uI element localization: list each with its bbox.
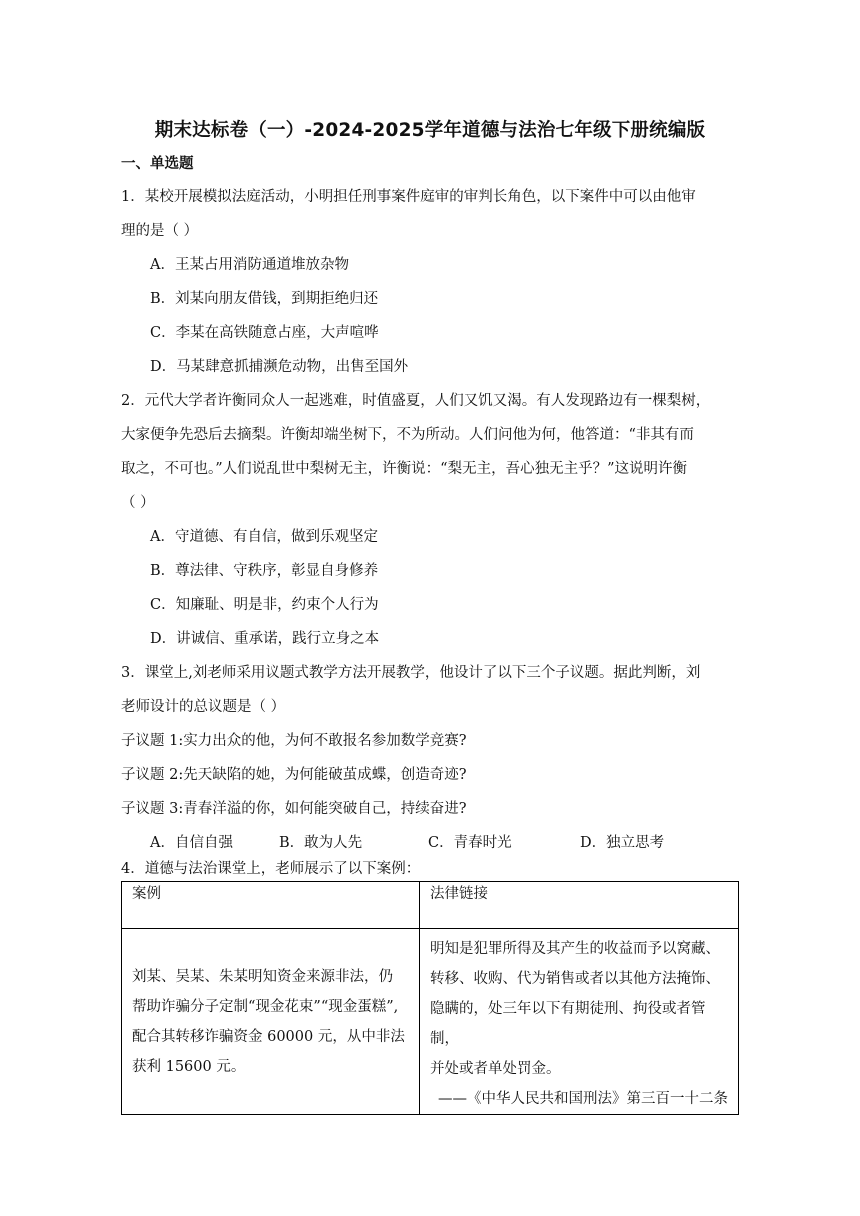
q2-stem-line-4: （ ） <box>121 495 155 511</box>
q3-sub-question-2: 子议题 2:先天缺陷的她，为何能破茧成蝶，创造奇迹? <box>121 767 467 783</box>
q2-option-a: A．守道德、有自信，做到乐观坚定 <box>150 529 378 545</box>
case-line-2: 帮助诈骗分子定制“现金花束”“现金蛋糕”, <box>132 998 399 1015</box>
law-link-column-header: 法律链接 <box>420 882 739 929</box>
q3-sub-question-1: 子议题 1:实力出众的他，为何不敢报名参加数学竞赛? <box>121 733 467 749</box>
page-title: 期末达标卷（一）-2024-2025学年道德与法治七年级下册统编版 <box>154 120 706 141</box>
law-line-1: 明知是犯罪所得及其产生的收益而予以窝藏、 <box>430 941 720 957</box>
q3-stem-line-2: 老师设计的总议题是（ ） <box>121 699 286 715</box>
q3-option-b: B．敢为人先 <box>279 835 363 851</box>
q3-option-c: C．青春时光 <box>428 835 512 851</box>
case-table-row <box>122 929 739 1115</box>
q1-option-c: C．李某在高铁随意占座，大声喧哗 <box>150 325 379 341</box>
q1-stem-line-2: 理的是（ ） <box>121 223 199 239</box>
case-line-1: 刘某、吴某、朱某明知资金来源非法，仍 <box>132 968 393 985</box>
q1-stem-line-1: 1．某校开展模拟法庭活动，小明担任刑事案件庭审的审判长角色，以下案件中可以由他审 <box>121 189 696 205</box>
law-link-cell <box>420 929 739 1115</box>
q2-stem-line-2: 大家便争先恐后去摘梨。许衡却端坐树下，不为所动。人们问他为何，他答道：“非其有而 <box>121 427 694 443</box>
q3-option-d: D．独立思考 <box>580 835 665 851</box>
case-line-4: 获利 15600 元。 <box>132 1058 246 1075</box>
q3-stem-line-1: 3．课堂上,刘老师采用议题式教学方法开展教学，他设计了以下三个子议题。据此判断，刘 <box>121 665 701 681</box>
case-line-3: 配合其转移诈骗资金 60000 元，从中非法 <box>132 1028 405 1045</box>
law-citation: ——《中华人民共和国刑法》第三百一十二条 <box>438 1091 728 1107</box>
q2-option-c: C．知廉耻、明是非，约束个人行为 <box>150 597 379 613</box>
case-description-cell <box>122 929 420 1115</box>
q2-stem-line-1: 2．元代大学者许衡同众人一起逃难，时值盛夏，人们又饥又渴。有人发现路边有一棵梨树， <box>121 393 711 409</box>
q2-stem-line-3: 取之，不可也。”人们说乱世中梨树无主，许衡说：“梨无主，吾心独无主乎？”这说明许衡 <box>121 461 687 477</box>
q1-option-a: A．王某占用消防通道堆放杂物 <box>150 257 349 273</box>
law-line-3: 隐瞒的，处三年以下有期徒刑、拘役或者管制， <box>430 1001 706 1047</box>
q2-option-b: B．尊法律、守秩序，彰显自身修养 <box>150 563 379 579</box>
case-table-header-row <box>122 882 739 929</box>
q2-option-d: D．讲诚信、重承诺，践行立身之本 <box>150 631 380 647</box>
section-heading: 一、单选题 <box>121 156 194 172</box>
q1-option-b: B．刘某向朋友借钱，到期拒绝归还 <box>150 291 379 307</box>
law-line-4: 并处或者单处罚金。 <box>430 1061 561 1077</box>
q3-option-a: A．自信自强 <box>150 835 233 851</box>
case-column-header: 案例 <box>122 882 420 929</box>
q4-stem: 4．道德与法治课堂上，老师展示了以下案例： <box>121 861 421 877</box>
q3-sub-question-3: 子议题 3:青春洋溢的你，如何能突破自己，持续奋进? <box>121 801 467 817</box>
q1-option-d: D．马某肆意抓捕濒危动物，出售至国外 <box>150 359 409 375</box>
law-line-2: 转移、收购、代为销售或者以其他方法掩饰、 <box>430 971 720 987</box>
case-table <box>121 881 739 1115</box>
